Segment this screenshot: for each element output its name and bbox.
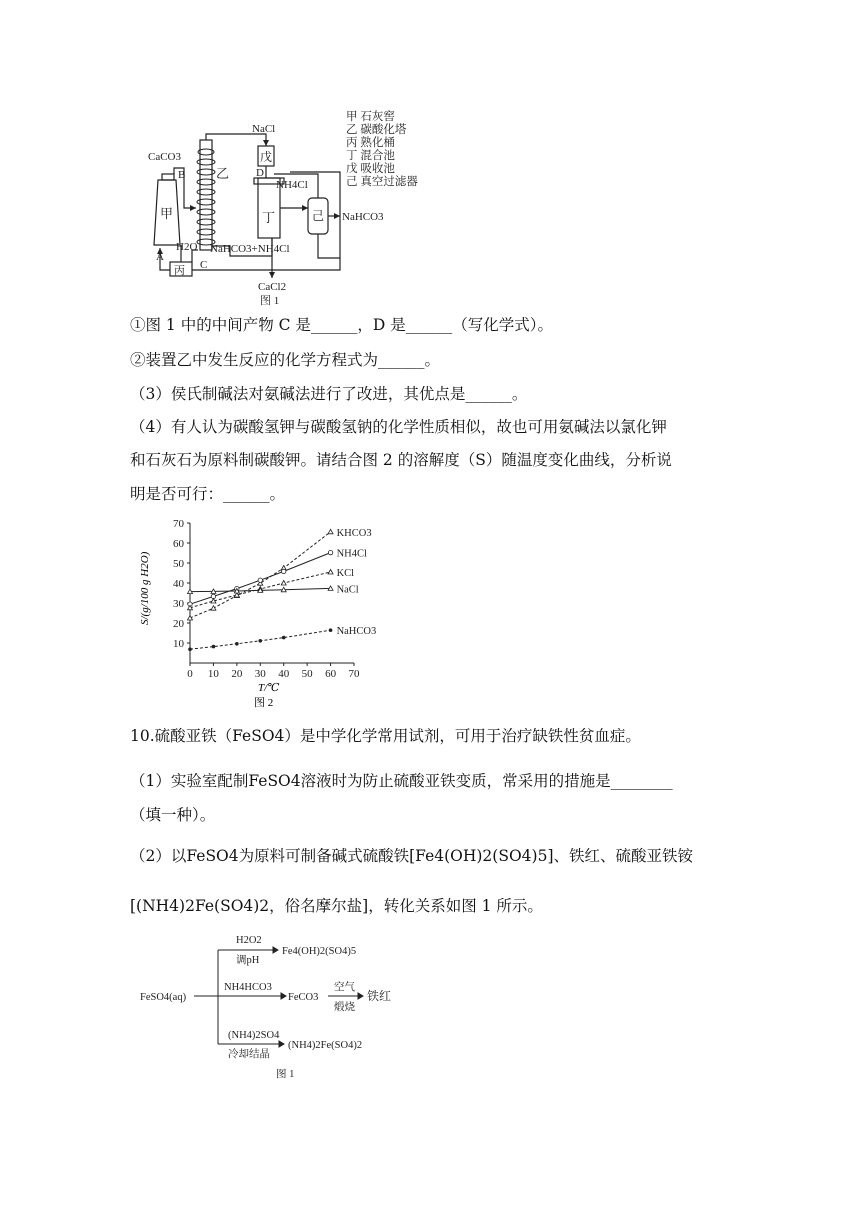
label-nahco3: NaHCO3 <box>342 211 384 223</box>
route-3-reagent: (NH4)2SO4 <box>228 1030 280 1041</box>
route-1-condition: 调pH <box>236 955 260 966</box>
y-tick-label: 10 <box>173 638 184 650</box>
label-jia: 甲 <box>160 206 174 221</box>
question-4-line-1: （4）有人认为碳酸氢钾与碳酸氢钠的化学性质相似，故也可用氨碱法以氯化钾 <box>130 418 667 436</box>
data-point-nh4cl <box>328 550 332 554</box>
x-tick-label: 0 <box>187 668 193 680</box>
chart-caption: 图 2 <box>254 697 274 709</box>
legend-item: 己 真空过滤器 <box>346 176 418 188</box>
question-1-c-d: ①图 1 中的中间产物 C 是______，D 是______（写化学式）。 <box>130 316 554 334</box>
label-caco3: CaCO3 <box>148 151 181 163</box>
transformation-diagram <box>138 930 398 1080</box>
label-a: A <box>156 251 164 263</box>
data-point-nh4cl <box>282 569 286 573</box>
data-point-khco3 <box>328 529 333 534</box>
route-1-reagent: H2O2 <box>236 935 262 946</box>
y-tick-label: 50 <box>173 558 184 570</box>
label-h2o: H2O <box>176 241 198 253</box>
data-point-nahco3 <box>329 628 333 632</box>
series-label-khco3: KHCO3 <box>336 527 372 539</box>
question-2-equation: ②装置乙中发生反应的化学方程式为______。 <box>130 351 441 369</box>
data-point-nahco3 <box>188 647 192 651</box>
question-3: （3）侯氏制碱法对氨碱法进行了改进，其优点是______。 <box>130 385 528 403</box>
x-tick-label: 60 <box>325 668 337 680</box>
legend-item: 戊 吸收池 <box>346 163 395 175</box>
question-4-line-2: 和石灰石为原料制碳酸钾。请结合图 2 的溶解度（S）随温度变化曲线，分析说 <box>130 451 672 469</box>
label-ji: 己 <box>312 209 325 223</box>
label-nacl: NaCl <box>252 123 276 135</box>
label-bing: 丙 <box>174 265 185 277</box>
data-point-khco3 <box>211 606 216 611</box>
series-label-kcl: KCl <box>336 568 355 579</box>
legend-item: 乙 碳酸化塔 <box>346 124 407 136</box>
data-point-nahco3 <box>258 639 262 643</box>
question-10-2-line-1: （2）以FeSO4为原料可制备碱式硫酸铁[Fe4(OH)2(SO4)5]、铁红、硫酸亚铁铵 <box>130 847 693 865</box>
figure-caption: 图 1 <box>260 295 280 307</box>
label-nh4cl: NH4Cl <box>276 179 308 191</box>
route-2b-product: 铁红 <box>367 989 392 1003</box>
question-10-1-line-1: （1）实验室配制FeSO4溶液时为防止硫酸亚铁变质，常采用的措施是________ <box>130 772 673 790</box>
label-cacl2: CaCl2 <box>258 281 287 293</box>
question-10-1-line-2: （填一种）。 <box>130 806 216 824</box>
route-3-product: (NH4)2Fe(SO4)2 <box>288 1040 363 1051</box>
y-tick-label: 40 <box>173 578 184 590</box>
x-tick-label: 50 <box>301 668 313 680</box>
label-ding: 丁 <box>262 210 276 225</box>
question-4-line-3: 明是否可行：______。 <box>130 485 286 503</box>
question-10-intro: 10.硫酸亚铁（FeSO4）是中学化学常用试剂，可用于治疗缺铁性贫血症。 <box>130 727 641 745</box>
label-b: B <box>178 169 186 181</box>
label-mixture: NaHCO3+NH4Cl <box>210 243 290 255</box>
data-point-kcl <box>281 581 286 586</box>
route-2-reagent: NH4HCO3 <box>224 982 272 993</box>
x-axis-label: T/℃ <box>258 682 280 694</box>
label-c: C <box>200 259 208 271</box>
solubility-chart <box>130 515 400 710</box>
question-10-2-line-2: [(NH4)2Fe(SO4)2，俗名摩尔盐]，转化关系如图 1 所示。 <box>130 897 543 915</box>
y-tick-label: 60 <box>173 538 184 550</box>
legend-item: 丁 混合池 <box>346 150 395 162</box>
y-tick-label: 20 <box>173 618 184 630</box>
start-species: FeSO4(aq) <box>140 992 187 1003</box>
legend-item: 甲 石灰窖 <box>346 111 395 123</box>
data-point-nahco3 <box>282 636 286 640</box>
route-2b-condition: 煅烧 <box>334 1002 355 1013</box>
route-3-condition: 冷却结晶 <box>228 1049 270 1060</box>
data-point-nh4cl <box>258 578 262 582</box>
process-diagram <box>140 110 460 310</box>
y-tick-label: 30 <box>173 598 184 610</box>
y-tick-label: 70 <box>173 518 184 530</box>
label-yi: 乙 <box>216 166 230 181</box>
route-1-product: Fe4(OH)2(SO4)5 <box>282 946 357 957</box>
series-label-nh4cl: NH4Cl <box>336 548 367 560</box>
figure-caption: 图 1 <box>276 1069 295 1080</box>
data-point-kcl <box>328 570 333 575</box>
x-tick-label: 30 <box>254 668 266 680</box>
data-point-nahco3 <box>212 645 216 649</box>
x-tick-label: 20 <box>231 668 243 680</box>
data-point-nahco3 <box>235 642 239 646</box>
series-line-khco3 <box>190 532 331 618</box>
label-wu: 戊 <box>260 150 273 164</box>
label-d: D <box>256 167 264 179</box>
x-tick-label: 70 <box>348 668 360 680</box>
x-tick-label: 40 <box>278 668 290 680</box>
series-label-nahco3: NaHCO3 <box>336 626 377 638</box>
series-label-nacl: NaCl <box>336 584 359 596</box>
x-tick-label: 10 <box>207 668 219 680</box>
y-axis-label: S/(g/100 g H2O) <box>139 551 151 625</box>
route-2-product: FeCO3 <box>288 992 319 1003</box>
route-2b-reagent: 空气 <box>334 982 355 993</box>
legend-item: 丙 熟化桶 <box>346 137 395 149</box>
